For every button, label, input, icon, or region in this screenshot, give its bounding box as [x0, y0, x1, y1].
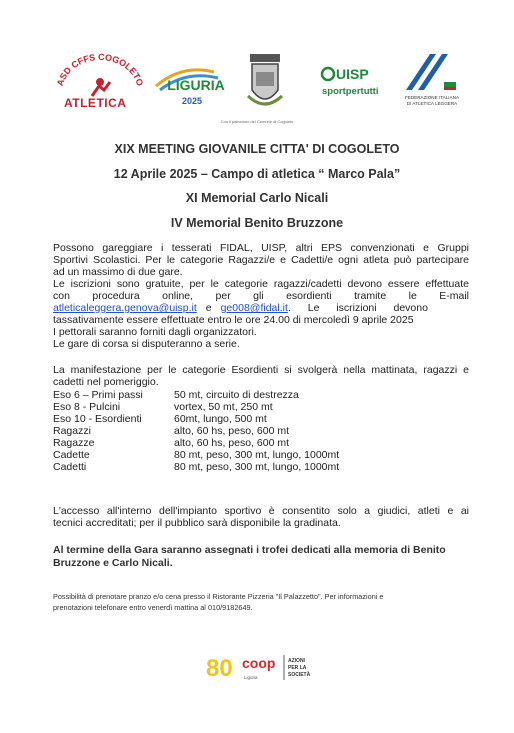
category-name: Cadette [53, 449, 90, 461]
category-events: 60mt, lungo, 500 mt [174, 413, 267, 425]
program-line-2: cadetti nel pomeriggio. [53, 376, 159, 388]
intro-line-6-rest: . Le iscrizioni devono [287, 302, 428, 314]
coop-logo [206, 652, 326, 682]
intro-line-2: Sportivi Scolastici. Per le categorie Ragazzi/e e Cadetti/e ogni atleta può partecipare [53, 254, 469, 266]
asd-name: ATLETICA [64, 96, 127, 110]
intro-line-3: ad un massimo di due gare. [53, 266, 183, 278]
coop-azioni-1: AZIONI [288, 658, 305, 664]
fidal-line1: FEDERAZIONE ITALIANA [404, 95, 460, 100]
fidal-line2: DI ATLETICA LEGGERA [406, 101, 458, 106]
category-row [53, 413, 473, 425]
fidal-logo [400, 50, 464, 110]
liguria-year: 2025 [181, 96, 203, 106]
category-name: Ragazze [53, 437, 95, 449]
intro-line-4: Le iscrizioni sono gratuite, per le categorie ragazzi/cadetti devono essere effettuate [53, 278, 469, 290]
email-uisp-link[interactable]: atleticaleggera.genova@uisp.it [53, 302, 197, 314]
intro-line-6 [53, 302, 469, 314]
access-line-1: L'accesso all'interno dell'impianto sportivo è consentito solo a giudici, atleti e ai [53, 505, 469, 517]
coop-azioni-2: PER LA [288, 665, 307, 671]
dinner-line-2: prenotazioni telefonare entro venerdì mattina al 010/9182649. [53, 603, 253, 612]
access-line-2: tecnici accreditati; per il pubblico sarà disponibile la gradinata. [53, 517, 341, 529]
memorial-nicali-title: XI Memorial Carlo Nicali [185, 191, 329, 205]
category-events: alto, 60 hs, peso, 600 mt [174, 425, 289, 437]
intro-line-7: tassativamente essere effettuate entro le ore 24.00 di mercoledì 9 aprile 2025 [53, 314, 414, 326]
category-name: Eso 6 – Primi passi [53, 389, 143, 401]
category-name: Cadetti [53, 461, 87, 473]
trophies-line-2: Bruzzone e Carlo Nicali. [53, 557, 173, 569]
runner-emblem-icon [52, 52, 148, 98]
intro-line-8: I pettorali saranno forniti dagli organizzatori. [53, 326, 257, 338]
category-events: vortex, 50 mt, 250 mt [174, 401, 273, 413]
memorial-bruzzone-title: IV Memorial Benito Bruzzone [170, 216, 344, 230]
coop-brand: coop [242, 655, 276, 671]
asd-cffs-cogoleto-logo [52, 52, 148, 114]
intro-line-1: Possono gareggiare i tesserati FIDAL, UISP, altri EPS convenzionati e Gruppi [53, 242, 469, 254]
email-fidal-link[interactable]: ge008@fidal.it [220, 302, 288, 314]
category-name: Eso 10 - Esordienti [53, 413, 142, 425]
intro-line-9: Le gare di corsa si disputeranno a serie. [53, 338, 240, 350]
uisp-logo [320, 62, 382, 100]
program-line-1: La manifestazione per le categorie Esordienti si svolgerà nella mattinata, ragazzi e [53, 364, 469, 376]
category-events: alto, 60 hs, peso, 600 mt [174, 437, 289, 449]
coop-anni: 80 [206, 655, 233, 682]
category-name: Eso 8 - Pulcini [53, 401, 121, 413]
category-row [53, 425, 473, 437]
uisp-sub: sportpertutti [322, 86, 379, 97]
uisp-name: UISP [336, 66, 369, 82]
category-row [53, 437, 473, 449]
coop-sub: Liguria [244, 675, 258, 680]
liguria-name: LIGURIA [167, 77, 225, 93]
category-row [53, 401, 473, 413]
intro-line-5: con procedura online, per gli esordienti tramite le E-mail [53, 290, 469, 302]
category-events: 50 mt, circuito di destrezza [174, 389, 299, 401]
category-row [53, 449, 473, 461]
category-events: 80 mt, peso, 300 mt, lungo, 1000mt [174, 449, 340, 461]
meeting-title: XIX MEETING GIOVANILE CITTA' DI COGOLETO [114, 142, 400, 156]
dinner-line-1: Possibilità di prenotare pranzo e/o cena presso il Ristorante Pizzeria "Il Palazzetto". Per informazioni e [53, 592, 384, 601]
cogoleto-crest-icon [244, 50, 286, 116]
coop-azioni-3: SOCIETÀ [288, 672, 311, 678]
date-venue-title: 12 Aprile 2025 – Campo di atletica “ Marco Pala” [113, 167, 401, 181]
category-name: Ragazzi [53, 425, 91, 437]
email-conjunction: e [205, 302, 212, 314]
patrocinio-note: Con il patrocinio del Comune di Cogoleto [220, 119, 294, 124]
trophies-line-1: Al termine della Gara saranno assegnati i trofei dedicati alla memoria di Benito [53, 544, 446, 556]
asd-arc-text: ASD CFFS COGOLETO [54, 52, 146, 88]
category-row [53, 389, 473, 401]
category-events: 80 mt, peso, 300 mt, lungo, 1000mt [174, 461, 340, 473]
category-row [53, 461, 473, 473]
liguria-2025-logo [152, 60, 236, 110]
